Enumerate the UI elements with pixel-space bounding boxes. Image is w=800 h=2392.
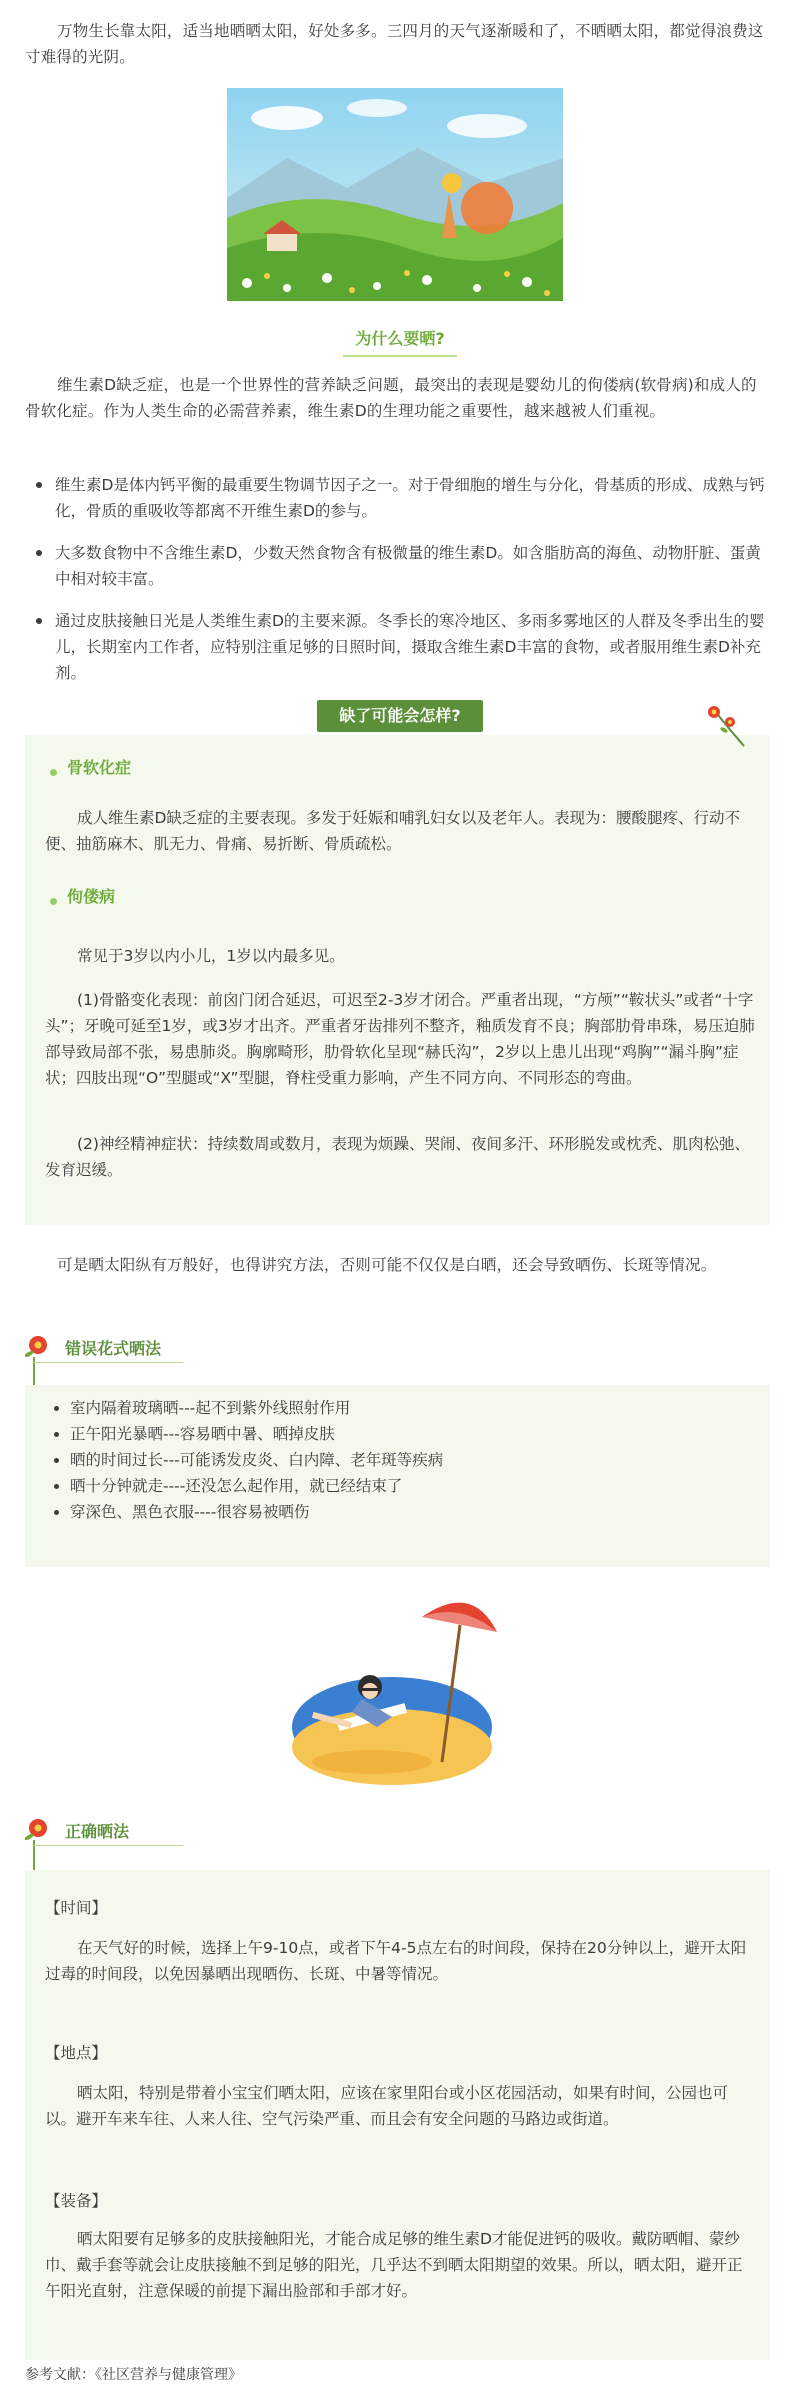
- wrong-methods-header: [25, 1332, 325, 1392]
- wrong-methods-list: [70, 1395, 750, 1525]
- reference-line: 参考文献：《社区营养与健康管理》: [25, 2367, 242, 2383]
- why-section-title: 为什么要晒?: [343, 326, 456, 357]
- place-text: 晒太阳，特别是带着小宝宝们晒太阳，应该在家里阳台或小区花园活动，如果有时间，公园也可以。避开车来车往、人来人往、空气污染严重、而且会有安全问题的马路边或街道。: [45, 2084, 729, 2128]
- why-bullet-item: 大多数食物中不含维生素D，少数天然食物含有极微量的维生素D。如含脂肪高的海鱼、动物肝脏、蛋黄中相对较丰富。: [25, 540, 769, 592]
- flower-icon: [700, 700, 750, 750]
- right-methods-box: [25, 1870, 770, 2360]
- flower-icon: [25, 1332, 51, 1358]
- time-text: 在天气好的时候，选择上午9-10点，或者下午4-5点左右的时间段，保持在20分钟以上，避开太阳过毒的时间段，以免因暴晒出现晒伤、长斑、中暑等情况。: [45, 1939, 747, 1983]
- why-section-title-wrap: [0, 326, 800, 357]
- rickets-intro: 常见于3岁以内小儿，1岁以内最多见。: [77, 947, 345, 965]
- why-bullet-list: [25, 472, 769, 702]
- transition-paragraph: 可是晒太阳纵有万般好，也得讲究方法，否则可能不仅仅是白晒，还会导致晒伤、长斑等情况。: [57, 1256, 717, 1274]
- lack-section-title: 缺了可能会怎样?: [317, 700, 482, 732]
- time-label: 【时间】: [45, 1899, 108, 1917]
- why-paragraph: 维生素D缺乏症，也是一个世界性的营养缺乏问题，最突出的表现是婴幼儿的佝偻病(软骨病)和成人的骨软化症。作为人类生命的必需营养素，维生素D的生理功能之重要性，越来越被人们重视。: [25, 376, 757, 420]
- lack-section-box: [25, 735, 770, 1225]
- osteomalacia-heading: 骨软化症: [67, 758, 132, 777]
- wrong-method-item: 穿深色、黑色衣服----很容易被晒伤: [70, 1499, 750, 1525]
- beach-sunbathing-illustration: [282, 1587, 502, 1787]
- bullet-dot-icon: [50, 898, 57, 905]
- divider: [33, 1845, 183, 1846]
- rickets-heading: 佝偻病: [67, 887, 116, 906]
- wrong-methods-title: 错误花式晒法: [65, 1339, 162, 1358]
- lack-section-title-wrap: [0, 700, 800, 732]
- wrong-method-item: 晒十分钟就走----还没怎么起作用，就已经结束了: [70, 1473, 750, 1499]
- gear-label: 【装备】: [45, 2192, 108, 2210]
- place-label: 【地点】: [45, 2044, 108, 2062]
- gear-text: 晒太阳要有足够多的皮肤接触阳光，才能合成足够的维生素D才能促进钙的吸收。戴防晒帽、蒙纱巾、戴手套等就会让皮肤接触不到足够的阳光，几乎达不到晒太阳期望的效果。所以，晒太阳，避开正午阳光直射，注意保暖的前提下漏出脸部和手部才好。: [45, 2230, 743, 2300]
- divider: [33, 1362, 183, 1363]
- spring-landscape-illustration: [227, 88, 563, 301]
- osteomalacia-text: 成人维生素D缺乏症的主要表现。多发于妊娠和哺乳妇女以及老年人。表现为：腰酸腿疼、行动不便、抽筋麻木、肌无力、骨痛、易折断、骨质疏松。: [45, 809, 740, 853]
- flower-icon: [25, 1815, 51, 1841]
- rickets-skeletal-text: (1)骨骼变化表现：前囟门闭合延迟，可迟至2-3岁才闭合。严重者出现，“方颅”“鞍状头”或者“十字头”；牙晚可延至1岁，或3岁才出齐。严重者牙齿排列不整齐，釉质发育不良；胸部肋骨串珠，易压迫肺部导致局部不张，易患肺炎。胸廓畸形，肋骨软化呈现“赫氏沟”，2岁以上患儿出现“鸡胸”“漏斗胸”症状；四肢出现“O”型腿或“X”型腿，脊柱受重力影响，产生不同方向、不同形态的弯曲。: [45, 991, 755, 1087]
- why-bullet-item: 通过皮肤接触日光是人类维生素D的主要来源。冬季长的寒冷地区、多雨多雾地区的人群及冬季出生的婴儿，长期室内工作者，应特别注重足够的日照时间，摄取含维生素D丰富的食物，或者服用维生素D补充剂。: [25, 608, 769, 686]
- bullet-dot-icon: [50, 769, 57, 776]
- rickets-neural-text: (2)神经精神症状：持续数周或数月，表现为烦躁、哭闹、夜间多汗、环形脱发或枕秃、肌肉松弛、发育迟缓。: [45, 1135, 750, 1179]
- intro-paragraph: 万物生长靠太阳，适当地晒晒太阳，好处多多。三四月的天气逐渐暖和了，不晒晒太阳，都觉得浪费这寸难得的光阴。: [25, 22, 764, 66]
- wrong-method-item: 正午阳光暴晒---容易晒中暑、晒掉皮肤: [70, 1421, 750, 1447]
- why-bullet-item: 维生素D是体内钙平衡的最重要生物调节因子之一。对于骨细胞的增生与分化，骨基质的形成、成熟与钙化，骨质的重吸收等都离不开维生素D的参与。: [25, 472, 769, 524]
- right-methods-header: [25, 1815, 325, 1875]
- right-methods-title: 正确晒法: [65, 1822, 130, 1841]
- wrong-method-item: 晒的时间过长---可能诱发皮炎、白内障、老年斑等疾病: [70, 1447, 750, 1473]
- wrong-method-item: 室内隔着玻璃晒---起不到紫外线照射作用: [70, 1395, 750, 1421]
